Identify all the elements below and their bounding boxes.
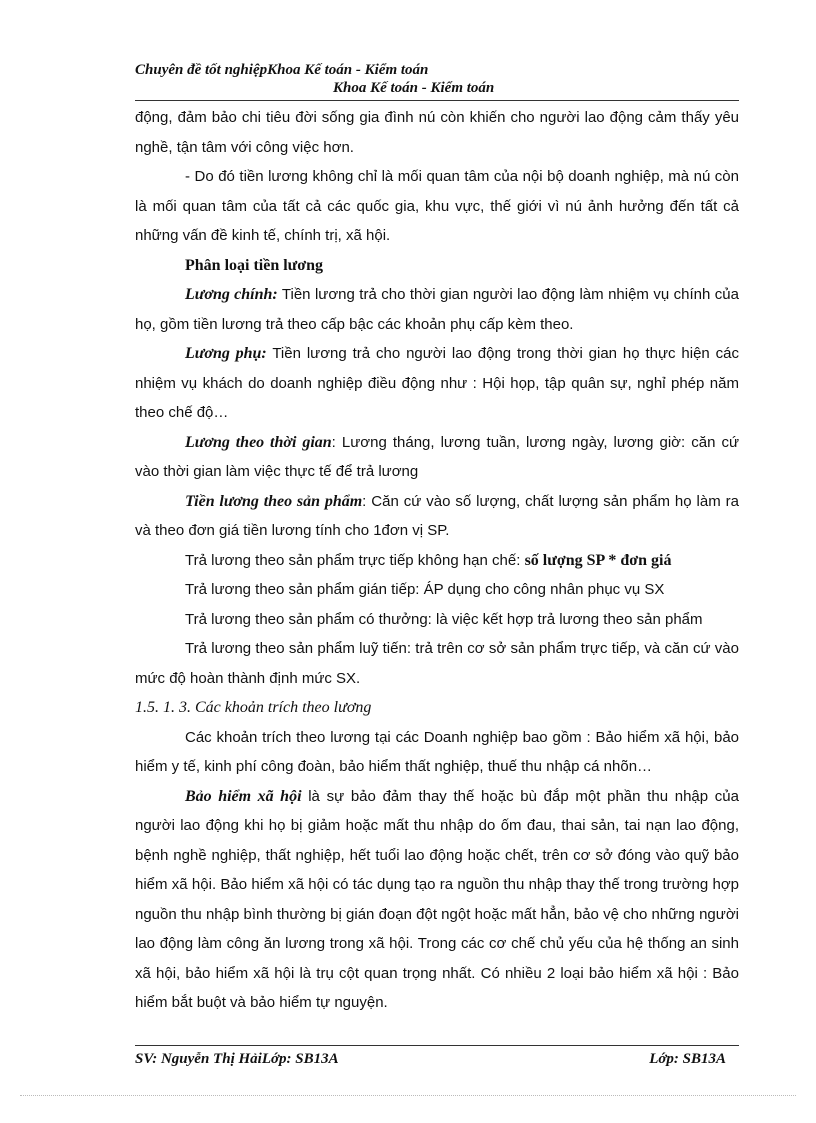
page-boundary <box>20 1095 796 1096</box>
footer-rule <box>135 1045 739 1046</box>
paragraph: Trả lương theo sản phẩm gián tiếp: ÁP dụng cho công nhân phục vụ SX <box>185 581 665 598</box>
term-label: Bảo hiểm xã hội <box>185 787 302 805</box>
term-label: Lương phụ: <box>185 345 267 362</box>
term-text: : Lương tháng, lương tuần, lương ngày, lương giờ: căn cứ vào thời gian làm việc thực tế để trả lương <box>135 433 740 480</box>
paragraph <box>135 428 739 487</box>
header-line-2: Khoa Kế toán - Kiểm toán <box>333 80 495 96</box>
paragraph <box>135 782 739 1018</box>
formula-text: số lượng SP * đơn giá <box>524 551 672 569</box>
paragraph <box>135 487 739 546</box>
paragraph: Trả lương theo sản phẩm luỹ tiến: trả trên cơ sở sản phẩm trực tiếp, và căn cứ vào mức độ hoàn thành định mức SX. <box>135 640 739 687</box>
term-text: : Căn cứ vào số lượng, chất lượng sản phẩm họ làm ra và theo đơn giá tiền lương tính cho 1đơn vị SP. <box>135 492 739 539</box>
header-rule <box>135 100 739 101</box>
footer-student: SV: Nguyễn Thị HảiLớp: SB13A <box>135 1051 339 1067</box>
paragraph <box>135 546 739 576</box>
term-text: Tiền lương trả cho người lao động trong thời gian họ thực hiện các nhiệm vụ khách do doanh nghiệp điều động như : Hội họp, tập quân sự, nghỉ phép năm theo chế độ… <box>135 345 740 421</box>
paragraph: động, đảm bảo chi tiêu đời sống gia đình nú còn khiến cho người lao động cảm thấy yêu nghề, tận tâm với công việc hơn. <box>135 109 739 156</box>
header-line-1: Chuyên đề tốt nghiệpKhoa Kế toán - Kiểm toán <box>135 62 429 78</box>
term-label: Lương theo thời gian <box>185 433 332 451</box>
subheading <box>135 251 739 281</box>
term-label: Lương chính: <box>185 286 278 303</box>
heading-text: Phân loại tiền lương <box>185 256 324 274</box>
section-heading <box>135 693 739 723</box>
footer-class: Lớp: SB13A <box>649 1051 726 1067</box>
paragraph <box>135 339 739 428</box>
term-text: Trả lương theo sản phẩm trực tiếp không hạn chế: <box>185 551 525 569</box>
section-title: 1.5. 1. 3. Các khoản trích theo lương <box>135 699 372 716</box>
paragraph: - Do đó tiền lương không chỉ là mối quan tâm của nội bộ doanh nghiệp, mà nú còn là mối quan tâm của tất cả các quốc gia, khu vực, thế giới vì nú ảnh hưởng đến tất cả những vấn đề kinh tế, chính trị, xã hội. <box>135 168 739 244</box>
paragraph: Các khoản trích theo lương tại các Doanh nghiệp bao gồm : Bảo hiểm xã hội, bảo hiểm y tế, kinh phí công đoàn, bảo hiểm thất nghiệp, thuế thu nhập cá nhõn… <box>135 728 739 775</box>
document-body <box>135 103 739 1018</box>
paragraph <box>135 280 739 339</box>
paragraph: Trả lương theo sản phẩm có thưởng: là việc kết hợp trả lương theo sản phẩm <box>185 610 703 628</box>
term-text: là sự bảo đảm thay thế hoặc bù đắp một phần thu nhập của người lao động khi họ bị giảm hoặc mất thu nhập do ốm đau, thai sản, tai nạn lao động, bệnh nghề nghiệp, thất nghiệp, hết tuổi lao động hoặc chết, trên cơ sở đóng vào quỹ bảo hiểm xã hội. Bảo hiểm xã hội có tác dụng tạo ra nguồn thu nhập thay thế trong trường hợp nguồn thu nhập bình thường bị gián đoạn đột ngột hoặc mất hẳn, bảo vệ cho những người lao động làm công ăn lương trong xã hội. Trong các cơ chế chủ yếu của hệ thống an sinh xã hội, bảo hiểm xã hội là trụ cột quan trọng nhất. Có nhiều 2 loại bảo hiểm xã hội : Bảo hiểm bắt buột và bảo hiểm tự nguyện. <box>135 787 739 1011</box>
term-label: Tiền lương theo sản phẩm <box>185 492 363 510</box>
term-text: Tiền lương trả cho thời gian người lao động làm nhiệm vụ chính của họ, gồm tiền lương trả theo cấp bậc các khoản phụ cấp kèm theo. <box>135 286 739 333</box>
